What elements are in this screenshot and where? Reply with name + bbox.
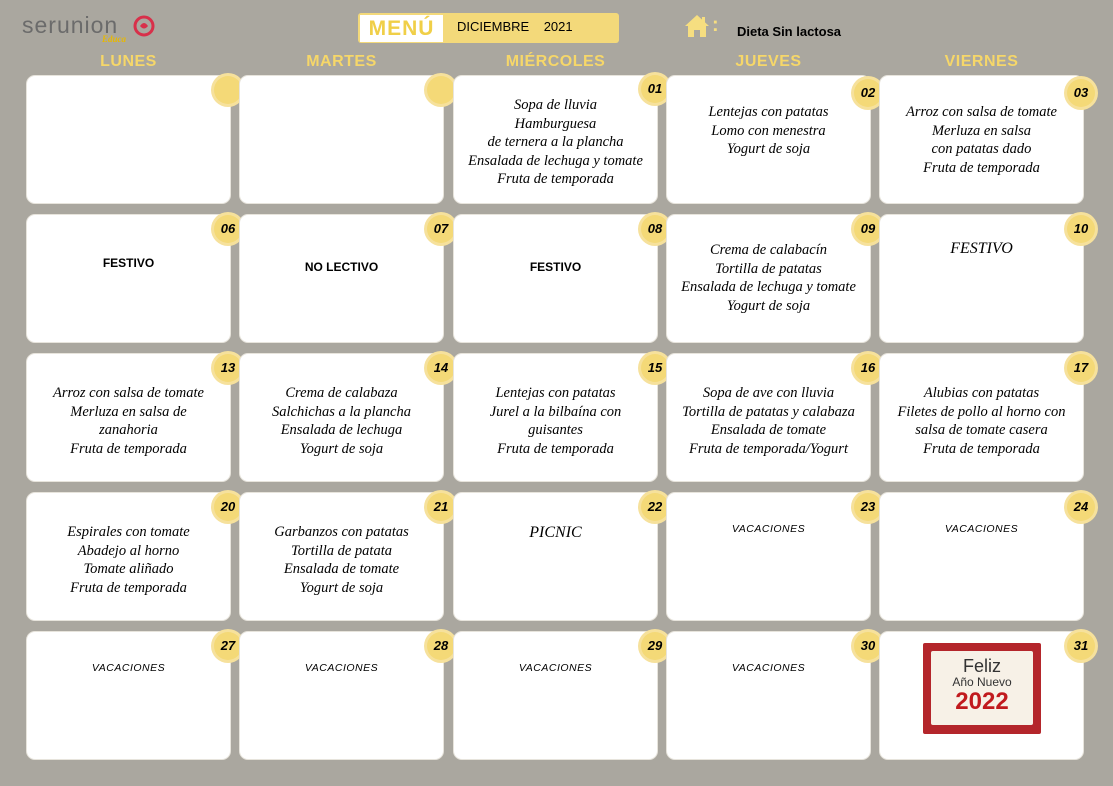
date-badge: 09 <box>854 215 882 243</box>
meal-list <box>240 523 443 597</box>
day-label: VACACIONES <box>518 662 593 674</box>
menu-month <box>457 19 573 34</box>
date-badge: 22 <box>641 493 669 521</box>
meal-item: Fruta de temporada <box>497 440 614 457</box>
meal-item: Lomo con menestra <box>711 122 826 139</box>
date-badge: 28 <box>427 632 455 660</box>
meal-list <box>667 103 870 159</box>
date-badge: 30 <box>854 632 882 660</box>
logo-wordmark: serunion <box>22 12 119 38</box>
day-label: FESTIVO <box>529 260 582 274</box>
meal-item: Ensalada de lechuga <box>280 422 403 438</box>
menu-title: MENÚ <box>360 15 443 42</box>
card-line3: 2022 <box>955 688 1009 715</box>
day-cell <box>239 492 449 621</box>
day-cell <box>453 214 663 343</box>
day-cell <box>453 631 663 760</box>
meal-item: Sopa de lluvia <box>514 97 597 113</box>
meal-item: Yogurt de soja <box>726 297 811 314</box>
menu-header-box <box>358 13 619 43</box>
new-year-card <box>923 643 1041 734</box>
meal-item: Merluza en salsa de <box>70 403 187 420</box>
date-badge: 10 <box>1067 215 1095 243</box>
meal-item: Fruta de temporada <box>497 171 614 187</box>
meal-list <box>880 103 1083 177</box>
meal-item: Fruta de temporada <box>923 159 1040 176</box>
date-badge: 16 <box>854 354 882 382</box>
month-name: DICIEMBRE <box>457 19 530 34</box>
meal-list <box>240 384 443 458</box>
meal-item: Fruta de temporada <box>70 579 187 596</box>
day-label: VACACIONES <box>304 662 379 674</box>
meal-item: Tomate aliñado <box>83 561 174 577</box>
day-cell <box>879 75 1089 204</box>
day-label: NO LECTIVO <box>304 260 379 274</box>
day-cell <box>239 631 449 760</box>
meal-item: Sopa de ave con lluvia <box>702 385 835 401</box>
meal-item: guisantes <box>528 422 583 438</box>
date-badge: 29 <box>641 632 669 660</box>
day-cell <box>239 353 449 482</box>
day-cell <box>453 75 663 204</box>
day-cell <box>879 631 1089 760</box>
day-cell <box>666 214 876 343</box>
meal-item: Abadejo al horno <box>77 542 180 559</box>
meal-item: Yogurt de soja <box>299 579 384 596</box>
date-badge: 08 <box>641 215 669 243</box>
meal-list <box>880 384 1083 458</box>
meal-item: Yogurt de soja <box>726 141 811 157</box>
day-cell <box>666 492 876 621</box>
meal-item: Tortilla de patatas y calabaza <box>682 403 855 420</box>
meal-item: Fruta de temporada <box>70 440 187 457</box>
meal-item: zanahoria <box>99 422 158 438</box>
day-header-1: MARTES <box>306 53 377 70</box>
day-label: PICNIC <box>529 524 582 541</box>
card-paper <box>931 651 1033 725</box>
meal-item: Merluza en salsa <box>931 122 1032 139</box>
meal-item: Lentejas con patatas <box>495 385 616 401</box>
serunion-heart-icon <box>132 14 156 38</box>
date-badge: 20 <box>214 493 242 521</box>
meal-item: con patatas dado <box>931 141 1032 157</box>
date-badge: 07 <box>427 215 455 243</box>
day-cell <box>666 353 876 482</box>
day-header-3: JUEVES <box>735 53 802 70</box>
meal-item: Salchichas a la plancha <box>272 403 411 420</box>
meal-item: Crema de calabaza <box>285 385 398 401</box>
date-badge <box>214 76 242 104</box>
meal-item: Fruta de temporada <box>923 440 1040 457</box>
meal-item: Tortilla de patatas <box>715 260 822 277</box>
day-cell <box>26 353 236 482</box>
day-header-4: VIERNES <box>944 53 1019 70</box>
date-badge: 31 <box>1067 632 1095 660</box>
meal-item: Ensalada de tomate <box>283 561 400 577</box>
year: 2021 <box>543 19 573 34</box>
meal-item: Arroz con salsa de tomate <box>906 104 1057 120</box>
day-label: VACACIONES <box>731 523 806 535</box>
day-cell <box>239 214 449 343</box>
day-cell <box>453 353 663 482</box>
date-badge: 24 <box>1067 493 1095 521</box>
day-cell <box>879 214 1089 343</box>
day-label: VACACIONES <box>944 523 1019 535</box>
date-badge: 03 <box>1067 79 1095 107</box>
meal-list <box>27 523 230 597</box>
meal-item: Ensalada de tomate <box>710 422 827 438</box>
day-cell <box>879 353 1089 482</box>
meal-item: Ensalada de lechuga y tomate <box>681 279 856 295</box>
meal-item: Tortilla de patata <box>291 542 392 559</box>
date-badge: 21 <box>427 493 455 521</box>
date-badge <box>427 76 455 104</box>
day-label: FESTIVO <box>102 256 155 270</box>
diet-label: Dieta Sin lactosa <box>737 24 842 39</box>
date-badge: 14 <box>427 354 455 382</box>
date-badge: 17 <box>1067 354 1095 382</box>
meal-list <box>27 384 230 458</box>
meal-list <box>667 384 870 458</box>
date-badge: 23 <box>854 493 882 521</box>
meal-item: Fruta de temporada/Yogurt <box>689 440 848 457</box>
meal-item: Alubias con patatas <box>923 385 1040 401</box>
meal-list <box>667 241 870 315</box>
day-cell <box>453 492 663 621</box>
day-cell <box>239 75 444 204</box>
day-cell <box>26 75 231 204</box>
day-label: FESTIVO <box>950 240 1013 257</box>
day-cell <box>26 631 236 760</box>
card-line1: Feliz <box>962 656 1001 676</box>
meal-item: Filetes de pollo al horno con <box>897 403 1066 420</box>
day-cell <box>26 214 236 343</box>
meal-item: Arroz con salsa de tomate <box>53 385 204 401</box>
day-cell <box>879 492 1089 621</box>
meal-item: salsa de tomate casera <box>915 422 1048 438</box>
logo-sub: Educa <box>102 34 127 44</box>
meal-item: Crema de calabacín <box>709 242 828 258</box>
day-cell <box>26 492 236 621</box>
day-header-0: LUNES <box>100 53 157 70</box>
day-label: VACACIONES <box>731 662 806 674</box>
home-icon <box>684 14 710 38</box>
date-badge: 27 <box>214 632 242 660</box>
date-badge: 06 <box>214 215 242 243</box>
day-label: VACACIONES <box>91 662 166 674</box>
home-colon: : <box>712 14 719 36</box>
meal-item: Ensalada de lechuga y tomate <box>468 152 643 169</box>
meal-item: Jurel a la bilbaína con <box>489 403 622 420</box>
date-badge: 01 <box>641 75 669 103</box>
meal-item: Hamburguesa <box>514 115 597 132</box>
day-header-2: MIÉRCOLES <box>505 53 606 70</box>
date-badge: 13 <box>214 354 242 382</box>
serunion-logo <box>22 12 162 42</box>
meal-item: de ternera a la plancha <box>487 134 624 150</box>
meal-item: Yogurt de soja <box>299 440 384 457</box>
date-badge: 15 <box>641 354 669 382</box>
meal-list <box>454 96 657 189</box>
date-badge: 02 <box>854 79 882 107</box>
meal-item: Lentejas con patatas <box>708 104 829 120</box>
meal-item: Garbanzos con patatas <box>274 524 409 540</box>
day-cell <box>666 631 876 760</box>
day-cell <box>666 75 876 204</box>
card-line2: Año Nuevo <box>952 675 1012 689</box>
meal-list <box>454 384 657 458</box>
meal-item: Espirales con tomate <box>67 524 190 540</box>
